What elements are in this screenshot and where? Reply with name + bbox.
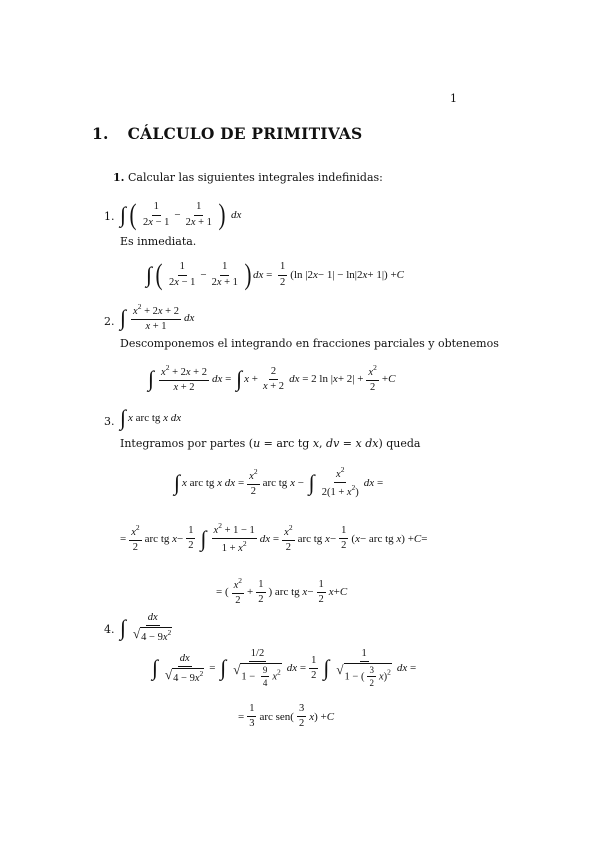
item-3-step-1: ∫ x arc tg x dx = $\frac{x^2}{2}$ arc tg x − ∫ $\frac{x^2}{2(1 + x^2)}$ dx = (174, 465, 384, 499)
section-number: 1. (92, 124, 109, 143)
item-1-integral: ∫ ( $\frac{1}{2x - 1}$ − $\frac{1}{2x + 1}$ ) dx (120, 198, 242, 231)
item-2-integral: ∫ $\frac{x^2 + 2x + 2}{x + 1}$ dx (120, 302, 195, 333)
page-number: 1 (450, 92, 457, 105)
section-title: CÁLCULO DE PRIMITIVAS (127, 124, 363, 143)
item-2-solution: ∫ $\frac{x^2 + 2x + 2}{x + 2}$ dx = ∫ x + $\frac{2}{x + 2}$ dx = 2 ln | x + 2| + $\frac{x^2}{2}$ + C (148, 363, 396, 394)
exercise-statement (113, 171, 383, 184)
item-2-label: 2. (104, 315, 115, 328)
item-1-comment: Es inmediata. (120, 235, 197, 248)
item-1-label: 1. (104, 210, 115, 223)
section-heading (92, 124, 362, 143)
item-3-result: = ( $\frac{x^2}{2}$ + $\frac{1}{2}$ ) arc tg x − $\frac{1}{2}$ x + C (216, 576, 348, 607)
item-2-comment: Descomponemos el integrando en fracciones parciales y obtenemos (120, 337, 499, 350)
exercise-text: Calcular las siguientes integrales indefinidas: (127, 171, 383, 184)
item-4-integral: ∫ dx √ $4 - 9x^2$ (120, 612, 172, 644)
item-3-integral: ∫ x arc tg x dx (120, 405, 182, 430)
item-3-label: 3. (104, 415, 115, 428)
item-4-label: 4. (104, 623, 115, 636)
item-3-step-2: = $\frac{x^2}{2}$ arc tg x − $\frac{1}{2}$ ∫ $\frac{x^2 + 1 - 1}{1 + x^2}$ dx = $\frac{x^2}{2}$ arc tg x − $\frac{1}{2}$ ( x − arc tg x ) + C = (120, 521, 428, 555)
item-1-solution: ∫ ( $\frac{1}{2x - 1}$ − $\frac{1}{2x + 1}$ ) dx = $\frac{1}{2}$ (ln |2 x − 1| − ln|2 x + 1|) + C (146, 258, 404, 291)
exercise-number: 1. (113, 171, 125, 184)
item-4-step-1: ∫ dx √ $4 - 9x^2$ = ∫ 1/2 √ 1 − $\frac{9}{4}$ $x^2$ dx = $\frac{1}{2}$ ∫ 1 √ 1 − ( $\frac{3}{2}$ x)$^2$ dx = (152, 648, 417, 689)
item-3-comment: Integramos por partes (u = arc tg x, dv = x dx) queda (120, 437, 421, 450)
item-4-result: = $\frac{1}{3}$ arc sen( $\frac{3}{2}$ x ) + C (238, 703, 335, 730)
